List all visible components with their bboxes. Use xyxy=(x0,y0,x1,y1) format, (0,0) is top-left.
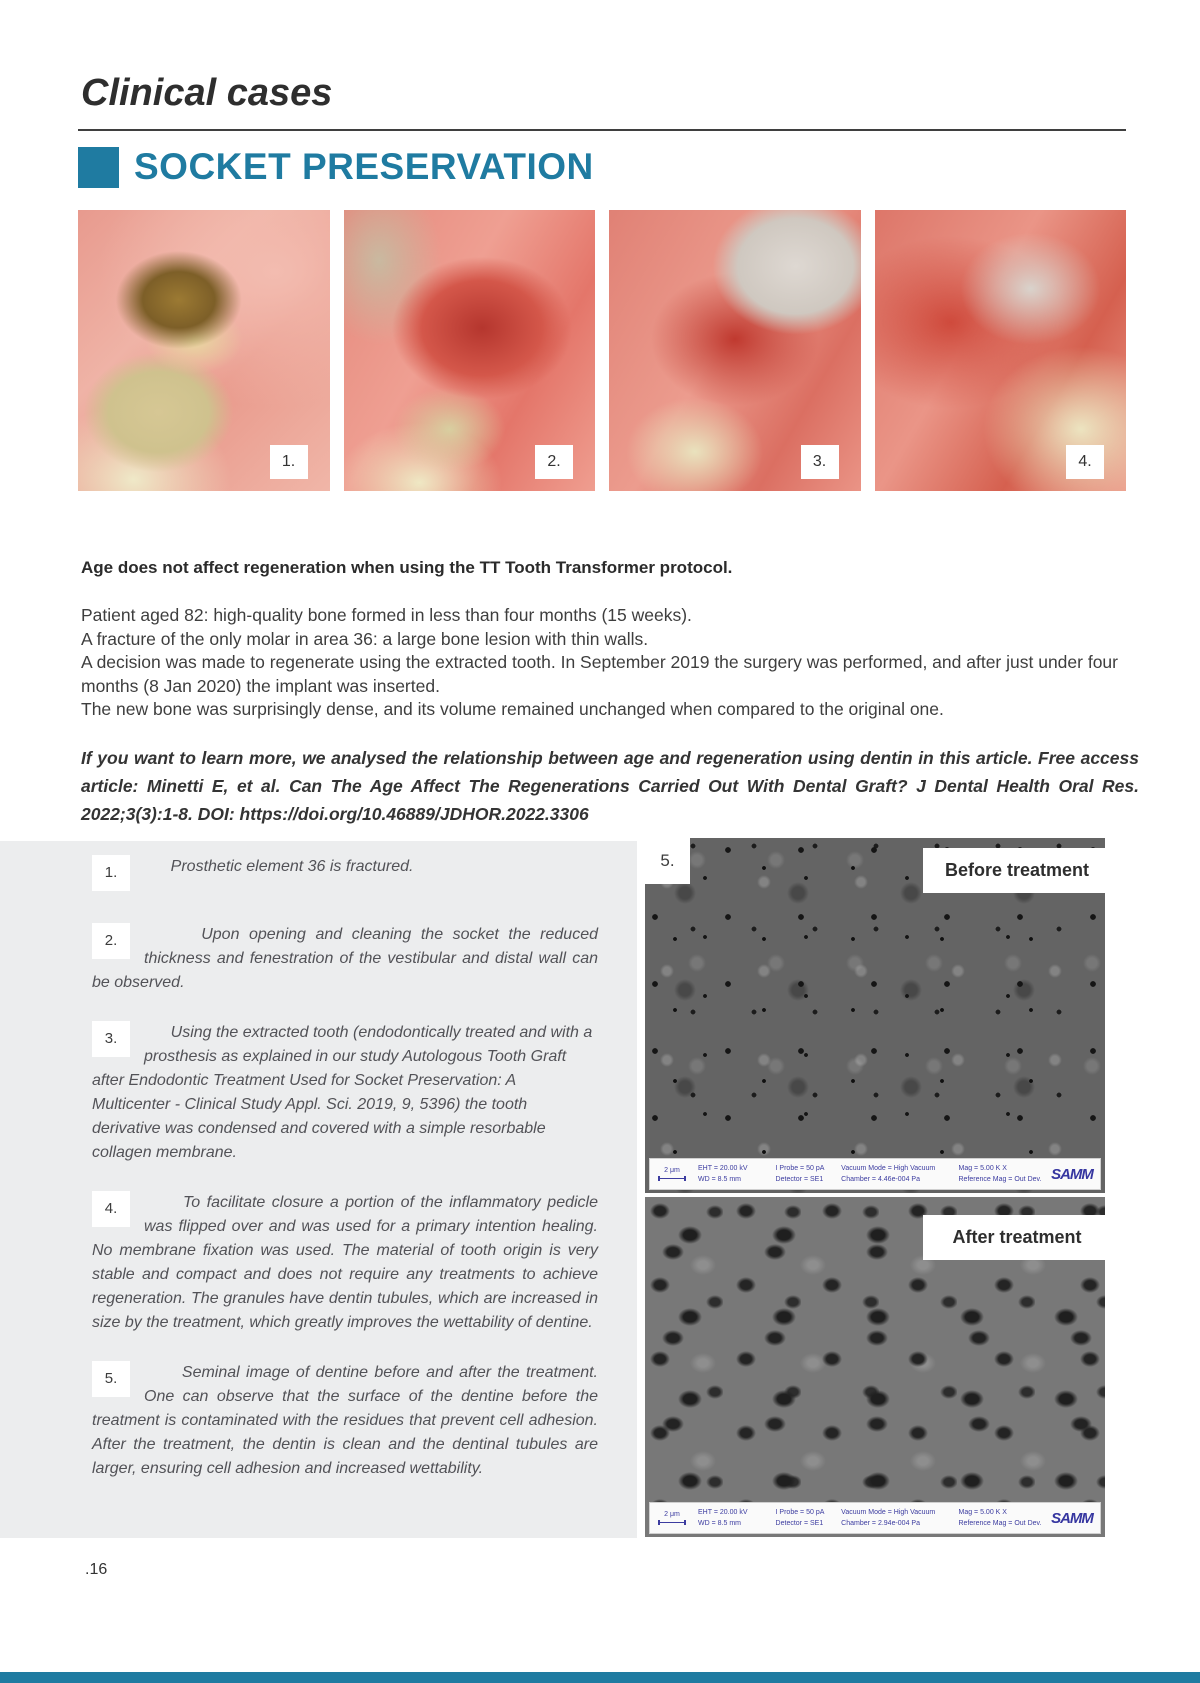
before-treatment-label: Before treatment xyxy=(923,848,1105,893)
sem-field: EHT = 20.00 kV xyxy=(698,1508,748,1516)
sem-metadata-row xyxy=(694,1165,1044,1173)
case-description xyxy=(81,604,1139,722)
clinical-photo-1 xyxy=(78,210,330,491)
photo-number-badge: 2. xyxy=(535,445,573,479)
sem-metadata-row xyxy=(694,1509,1044,1517)
section-marker xyxy=(78,147,119,188)
sem-field: Detector = SE1 xyxy=(775,1175,824,1183)
caption-text: Using the extracted tooth (endodontically treated and with a prosthesis as explained in our study Autologous Tooth Graft after Endodontic Treatment Used for Socket Preservation: A Multicenter - Clinical Study Appl. Sci. 2019, 9, 5396) the tooth derivative was condensed and covered with a simple resorbable collagen membrane. xyxy=(92,1024,593,1161)
sem-image-before xyxy=(645,838,1105,1193)
caption-item-1 xyxy=(92,855,598,897)
photo-number-badge: 3. xyxy=(801,445,839,479)
sem-status-bar xyxy=(649,1158,1101,1190)
photo-number-badge: 1. xyxy=(270,445,308,479)
sem-field: I Probe = 50 pA xyxy=(775,1508,825,1516)
clinical-photo-3 xyxy=(609,210,861,491)
clinical-photo-2 xyxy=(344,210,596,491)
caption-text: Seminal image of dentine before and after the treatment. One can observe that the surface of the dentine before the treatment is contaminated with the residues that prevent cell adhesion. After the treatment, the dentin is clean and the dentinal tubules are larger, ensuring cell adhesion and increased wettability. xyxy=(92,1364,599,1477)
sem-field: Reference Mag = Out Dev. xyxy=(958,1519,1042,1527)
sem-field: Chamber = 2.94e-004 Pa xyxy=(841,1519,920,1527)
caption-item-5 xyxy=(92,1361,598,1481)
caption-number: 2. xyxy=(92,923,130,959)
scale-bar-icon xyxy=(658,1520,686,1525)
samm-logo: SAMM xyxy=(1051,1165,1093,1183)
photo-number-badge: 4. xyxy=(1066,445,1104,479)
scale-value: 2 μm xyxy=(664,1511,680,1518)
sem-field: Mag = 5.00 K X xyxy=(958,1508,1007,1516)
case-line: A fracture of the only molar in area 36: a large bone lesion with thin walls. xyxy=(81,628,649,649)
sem-status-bar xyxy=(649,1502,1101,1534)
article-reference: If you want to learn more, we analysed the relationship between age and regeneration using dentin in this article. Free access article: Minetti E, et al. Can The Age Affect The Regenerations Carried Out With Dental Graft? J Dental Health Oral Res. 2022;3(3):1-8. DOI: https://doi.org/10.46889/JDHOR.2022.3306 xyxy=(81,748,1139,824)
lead-sentence: Age does not affect regeneration when using the TT Tooth Transformer protocol. xyxy=(81,558,733,577)
caption-text: Prosthetic element 36 is fractured. xyxy=(170,858,414,875)
samm-logo: SAMM xyxy=(1051,1509,1093,1527)
figure-number-badge: 5. xyxy=(645,838,690,884)
page-title: Clinical cases xyxy=(81,72,333,114)
caption-number: 5. xyxy=(92,1361,130,1397)
sem-field: Vacuum Mode = High Vacuum xyxy=(841,1164,936,1172)
clinical-photo-strip xyxy=(78,210,1126,491)
caption-item-4 xyxy=(92,1191,598,1335)
sem-field: Chamber = 4.46e-004 Pa xyxy=(841,1175,920,1183)
sem-field: WD = 8.5 mm xyxy=(698,1519,741,1527)
section-header xyxy=(78,146,594,188)
sem-field: Vacuum Mode = High Vacuum xyxy=(841,1508,936,1516)
caption-number: 1. xyxy=(92,855,130,891)
caption-item-3 xyxy=(92,1021,598,1165)
sem-image-after xyxy=(645,1197,1105,1537)
caption-item-2 xyxy=(92,923,598,995)
sem-field: WD = 8.5 mm xyxy=(698,1175,741,1183)
sem-scale xyxy=(650,1503,694,1533)
sem-field: Mag = 5.00 K X xyxy=(958,1164,1007,1172)
caption-panel xyxy=(0,841,637,1538)
sem-field: Reference Mag = Out Dev. xyxy=(958,1175,1042,1183)
caption-text: Upon opening and cleaning the socket the reduced thickness and fenestration of the vestibular and distal wall can be observed. xyxy=(92,926,599,991)
caption-number: 4. xyxy=(92,1191,130,1227)
footer-accent-bar xyxy=(0,1672,1200,1683)
case-line: A decision was made to regenerate using the extracted tooth. In September 2019 the surgery was performed, and after just under four months (8 Jan 2020) the implant was inserted. xyxy=(81,652,1118,696)
sem-field: EHT = 20.00 kV xyxy=(698,1164,748,1172)
scale-value: 2 μm xyxy=(664,1167,680,1174)
case-line: Patient aged 82: high-quality bone formed in less than four months (15 weeks). xyxy=(81,605,692,625)
caption-list xyxy=(92,855,598,1507)
case-line: The new bone was surprisingly dense, and its volume remained unchanged when compared to the original one. xyxy=(81,699,944,719)
page-number: .16 xyxy=(85,1561,108,1578)
scale-bar-icon xyxy=(658,1176,686,1181)
sem-field: Detector = SE1 xyxy=(775,1519,824,1527)
sem-metadata-row xyxy=(694,1520,1044,1528)
sem-field: I Probe = 50 pA xyxy=(775,1164,825,1172)
caption-number: 3. xyxy=(92,1021,130,1057)
caption-text: To facilitate closure a portion of the inflammatory pedicle was flipped over and was used for a primary intention healing. No membrane fixation was used. The material of tooth origin is very stable and compact and does not require any treatments to achieve regeneration. The granules have dentin tubules, which are increased in size by the treatment, which greatly improves the wettability of dentine. xyxy=(92,1194,599,1331)
sem-metadata xyxy=(694,1503,1044,1533)
section-title: SOCKET PRESERVATION xyxy=(134,146,594,187)
after-treatment-label: After treatment xyxy=(923,1215,1105,1260)
sem-metadata-row xyxy=(694,1176,1044,1184)
sem-scale xyxy=(650,1159,694,1189)
header-divider xyxy=(78,129,1126,131)
clinical-photo-4 xyxy=(875,210,1127,491)
sem-metadata xyxy=(694,1159,1044,1189)
